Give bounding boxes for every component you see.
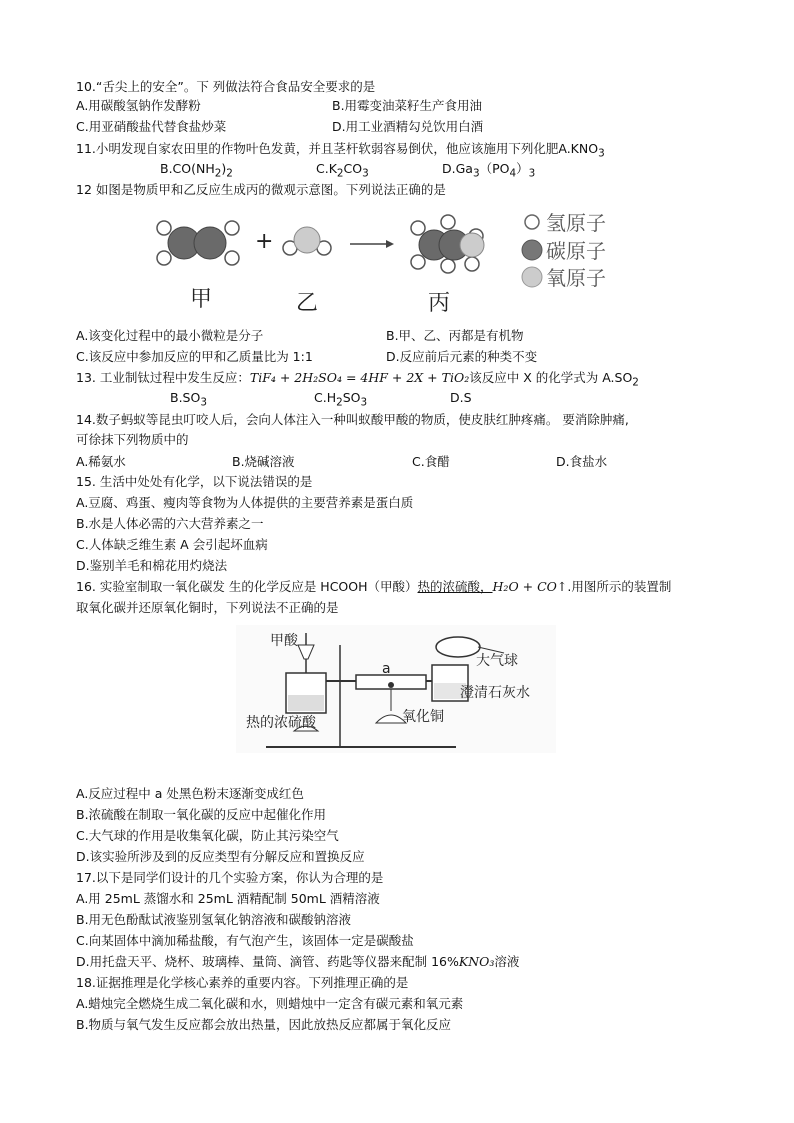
q10-option-c: C.用亚硝酸盐代替食盐炒菜 — [76, 119, 227, 134]
q13-option-d: D.S — [450, 390, 472, 405]
co-apparatus-diagram — [236, 625, 556, 753]
q15-option-c: C.人体缺乏维生素 A 会引起坏血病 — [76, 537, 268, 552]
q12-option-a: A.该变化过程中的最小微粒是分子 — [76, 328, 264, 343]
plus-sign: + — [255, 229, 274, 254]
q16-equation: H₂O + CO↑ — [492, 579, 568, 594]
q14-option-a: A.稀氨水 — [76, 454, 126, 469]
legend-oxygen: 氧原子 — [546, 266, 606, 290]
q10-option-a: A.用碳酸氢钠作发酵粉 — [76, 98, 201, 113]
reaction-arrow — [350, 240, 394, 248]
carbon-legend-icon — [522, 240, 542, 260]
q17-option-d: D.用托盘天平、烧杯、玻璃棒、量筒、滴管、药匙等仪器来配制 16%KNO₃溶液 — [76, 954, 520, 969]
q11-option-c: $C.K_2CO_3$ — [316, 161, 369, 180]
legend-hydrogen: 氢原子 — [546, 211, 606, 235]
q16-stem-line2: 取氧化碳并还原氧化铜时，下列说法不正确的是 — [76, 600, 339, 615]
atom-legend — [522, 211, 606, 290]
q14-stem-line1: 14.数子蚂蚁等昆虫叮咬人后，会向人体注入一种叫蚁酸甲酸的物质，使皮肤红肿疼痛。 要消除肿痛, — [76, 412, 629, 427]
q17-option-a: A.用 25mL 蒸馏水和 25mL 酒精配制 50mL 酒精溶液 — [76, 891, 380, 906]
q12-stem: 12 如图是物质甲和乙反应生成丙的微观示意图。下列说法正确的是 — [76, 182, 446, 197]
q10-option-b: B.用霉变油菜籽生产食用油 — [332, 98, 483, 113]
q17-stem: 17.以下是同学们设计的几个实验方案，你认为合理的是 — [76, 870, 384, 885]
q16-option-d: D.该实验所涉及到的反应类型有分解反应和置换反应 — [76, 849, 365, 864]
q12-option-d: D.反应前后元素的种类不变 — [386, 349, 538, 364]
q17-option-c: C.向某固体中滴加稀盐酸，有气泡产生，该固体一定是碳酸盐 — [76, 933, 414, 948]
q14-stem-line2: 可徐抹下列物质中的 — [76, 432, 189, 447]
q16-option-a: A.反应过程中 a 处黑色粉末逐渐变成红色 — [76, 786, 304, 801]
legend-carbon: 碳原子 — [546, 239, 606, 263]
label-yi: 乙 — [296, 291, 319, 316]
hydrogen-legend-icon — [525, 215, 539, 229]
q18-option-a: A.蜡烛完全燃烧生成二氧化碳和水，则蜡烛中一定含有碳元素和氧元素 — [76, 996, 464, 1011]
q18-option-b: B.物质与氧气发生反应都会放出热量，因此放热反应都属于氧化反应 — [76, 1017, 452, 1032]
q11-option-b: $B.CO(NH_2)_2$ — [160, 161, 233, 180]
q15-stem: 15. 生活中处处有化学，以下说法错误的是 — [76, 474, 313, 489]
label-jia: 甲 — [190, 287, 213, 312]
molecule-bing — [411, 215, 484, 273]
q14-option-b: B.烧碱溶液 — [232, 454, 295, 469]
q16-stem-line1: 16. 实验室制取一氧化碳发 生的化学反应是 HCOOH（甲酸）热的浓硫酸，H₂O + CO↑.用图所示的装置制 — [76, 579, 672, 594]
q10-option-d: D.用工业酒精勾兑饮用白酒 — [332, 119, 484, 134]
q12-option-b: B.甲、乙、丙都是有机物 — [386, 328, 524, 343]
molecule-yi — [283, 227, 331, 255]
q10-stem: 10.“舌尖上的安全”。下 列做法符合食品安全要求的是 — [76, 79, 376, 94]
label-limewater: 澄清石灰水 — [460, 685, 530, 701]
q15-option-a: A.豆腐、鸡蛋、瘦肉等食物为人体提供的主要营养素是蛋白质 — [76, 495, 414, 510]
q13-option-c: $C.H_2SO_3$ — [314, 390, 368, 409]
molecule-jia — [157, 221, 239, 265]
q11-stem: 11.小明发现自家农田里的作物叶色发黄，并且茎杆软弱容易倒伏，他应该施用下列化肥$A.KNO_3$ — [76, 141, 605, 160]
oxygen-legend-icon — [522, 267, 542, 287]
q14-option-c: C.食醋 — [412, 454, 450, 469]
label-balloon: 大气球 — [476, 653, 518, 669]
label-bing: 丙 — [428, 291, 451, 316]
label-formic-acid: 甲酸 — [270, 633, 298, 649]
q17-option-b: B.用无色酚酞试液鉴别氢氧化钠溶液和碳酸钠溶液 — [76, 912, 352, 927]
q15-option-d: D.鉴别羊毛和棉花用灼烧法 — [76, 558, 228, 573]
q12-option-c: C.该反应中参加反应的甲和乙质量比为 1:1 — [76, 349, 313, 364]
label-hot-sulfuric-acid: 热的浓硫酸 — [246, 715, 316, 731]
q13-option-b: $B.SO_3$ — [170, 390, 207, 409]
q15-option-b: B.水是人体必需的六大营养素之一 — [76, 516, 264, 531]
q11-option-d: $D.Ga_3(PO_4)_3$ — [442, 161, 536, 180]
q13-stem: 13. 工业制钛过程中发生反应：TiF₄ + 2H₂SO₄ = 4HF + 2X + TiO₂该反应中 X 的化学式为 $A.SO_2$ — [76, 370, 639, 389]
label-a: a — [382, 661, 391, 677]
q18-stem: 18.证据推理是化学核心素养的重要内容。下列推理正确的是 — [76, 975, 409, 990]
q14-option-d: D.食盐水 — [556, 454, 608, 469]
molecule-diagram — [150, 200, 630, 325]
q16-option-c: C.大气球的作用是收集氧化碳，防止其污染空气 — [76, 828, 339, 843]
label-copper-oxide: 氧化铜 — [402, 709, 444, 725]
q16-option-b: B.浓硫酸在制取一氧化碳的反应中起催化作用 — [76, 807, 327, 822]
q13-equation: TiF₄ + 2H₂SO₄ = 4HF + 2X + TiO₂ — [249, 370, 470, 385]
